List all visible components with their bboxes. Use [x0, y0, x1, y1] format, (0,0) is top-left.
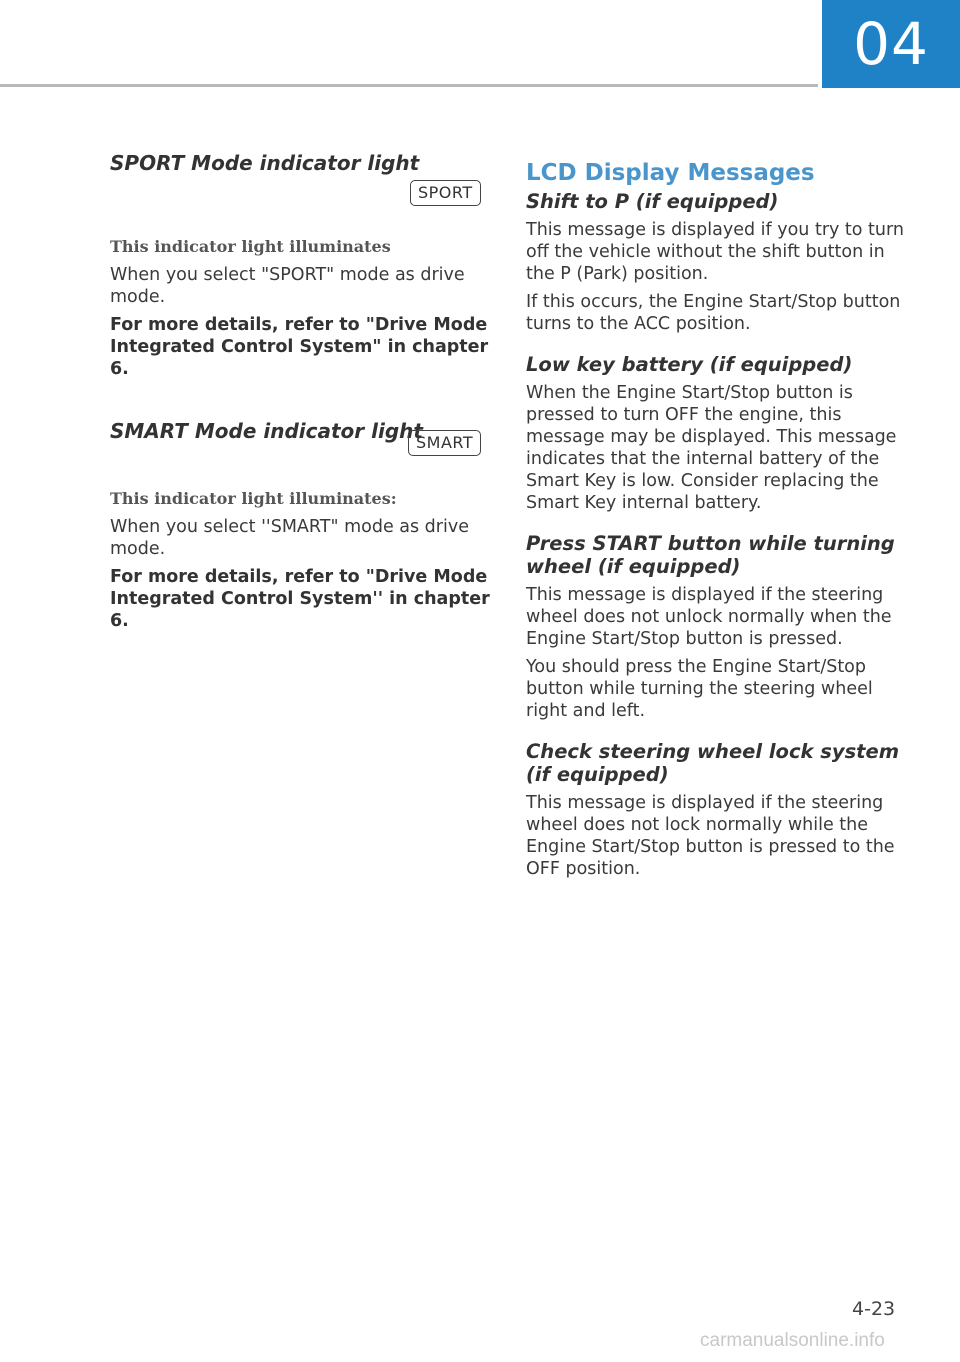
sport-indicator-icon: SPORT	[410, 180, 481, 206]
lcd-section-title: Check steering wheel lock system (if equipped)	[526, 740, 900, 786]
smart-title: SMART Mode indicator light	[110, 419, 423, 443]
lcd-section-press-start	[526, 532, 906, 722]
smart-lead: This indicator light illuminates:	[110, 489, 397, 508]
smart-body: When you select ''SMART" mode as drive mode.	[110, 517, 469, 559]
left-column	[110, 150, 490, 632]
lcd-title: LCD Display Messages	[526, 160, 815, 186]
lcd-paragraph: You should press the Engine Start/Stop button while turning the steering wheel right and left.	[526, 657, 873, 721]
sport-lead: This indicator light illuminates	[110, 237, 391, 256]
smart-indicator-icon: SMART	[408, 430, 481, 456]
sport-title: SPORT Mode indicator light	[110, 151, 420, 175]
sport-body: When you select "SPORT" mode as drive mode.	[110, 265, 465, 307]
lcd-paragraph: This message is displayed if the steering wheel does not unlock normally when the Engine Start/Stop button is pressed.	[526, 585, 892, 649]
lcd-section-check-lock	[526, 740, 906, 880]
chapter-tab	[822, 0, 960, 88]
lcd-section-title: Low key battery (if equipped)	[526, 353, 853, 376]
lcd-paragraph: If this occurs, the Engine Start/Stop button turns to the ACC position.	[526, 292, 901, 334]
header-rule	[0, 84, 818, 87]
smart-section	[110, 418, 490, 632]
lcd-section-title: Press START button while turning wheel (if equipped)	[526, 532, 895, 578]
lcd-section-title: Shift to P (if equipped)	[526, 190, 779, 213]
right-column	[526, 158, 906, 880]
watermark: carmanualsonline.info	[700, 1330, 885, 1351]
lcd-paragraph: When the Engine Start/Stop button is pressed to turn OFF the engine, this message may be displayed. This message indicates that the internal battery of the Smart Key is low. Consider replacing the Smart Key internal battery.	[526, 383, 897, 513]
lcd-section-shift	[526, 190, 906, 335]
lcd-section-low-battery	[526, 353, 906, 514]
smart-note: For more details, refer to "Drive Mode Integrated Control System'' in chapter 6.	[110, 567, 490, 631]
lcd-paragraph: This message is displayed if the steering wheel does not lock normally while the Engine Start/Stop button is pressed to the OFF position.	[526, 793, 895, 879]
sport-note: For more details, refer to "Drive Mode Integrated Control System" in chapter 6.	[110, 315, 489, 379]
sport-section	[110, 150, 490, 380]
lcd-paragraph: This message is displayed if you try to turn off the vehicle without the shift button in the P (Park) position.	[526, 220, 904, 284]
page-number: 4-23	[852, 1298, 896, 1320]
chapter-number: 04	[853, 10, 929, 78]
